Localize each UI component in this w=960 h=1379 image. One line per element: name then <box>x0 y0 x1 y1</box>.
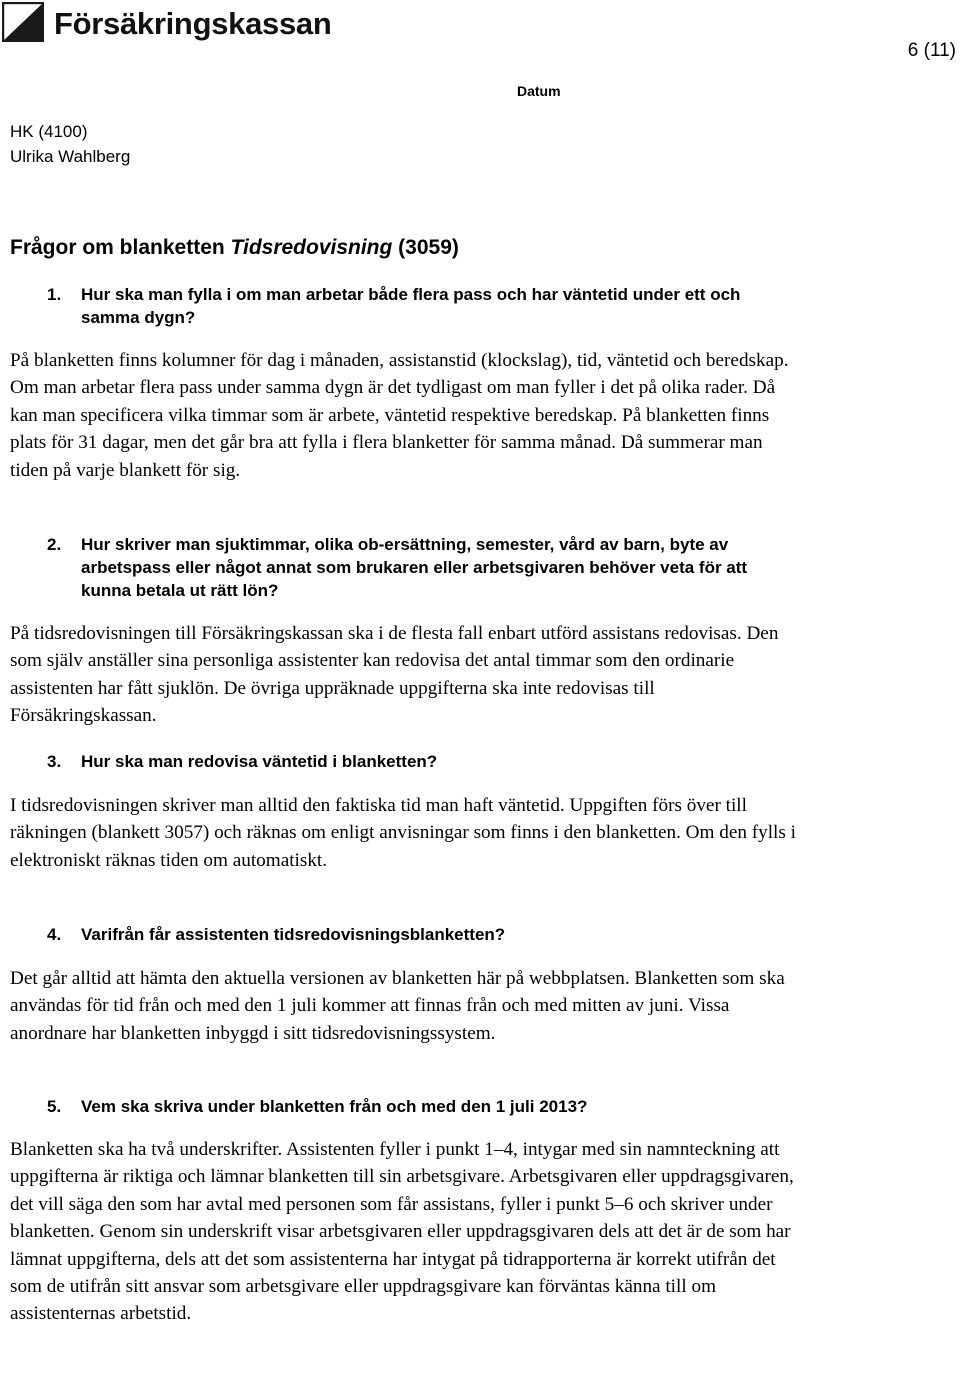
brand-wordmark: Försäkringskassan <box>54 6 332 41</box>
question-5 <box>47 1095 777 1118</box>
department: HK (4100) <box>10 122 88 141</box>
question-text: Hur ska man redovisa väntetid i blanketten? <box>81 752 438 771</box>
title-prefix: Frågor om blanketten <box>10 236 231 259</box>
brand-logo <box>2 2 382 46</box>
answer-3: I tidsredovisningen skriver man alltid den faktiska tid man haft väntetid. Uppgiften förs över till räkningen (blankett 3057) och räknas om enligt anvisningar som finns i den blanketten. Om den fylls i elektroniskt räknas tiden om automatiskt. <box>10 795 796 871</box>
question-3 <box>47 750 777 773</box>
date-label: Datum <box>517 83 561 99</box>
question-4 <box>47 923 777 946</box>
answer-2: På tidsredovisningen till Försäkringskassan ska i de flesta fall enbart utförd assistans redovisas. Den som själv anställer sina personliga assistenter kan redovisa det antal timmar som den ordinarie assistenten har fått sjuklön. De övriga uppräknade uppgifterna ska inte redovisas till Försäkringskassan. <box>10 623 779 727</box>
question-1 <box>47 283 777 329</box>
question-text: Varifrån får assistenten tidsredovisningsblanketten? <box>81 925 506 944</box>
page-number: 6 (11) <box>907 40 956 61</box>
answer-5: Blanketten ska ha två underskrifter. Assistenten fyller i punkt 1–4, intygar med sin namnteckning att uppgifterna är riktiga och lämnar blanketten till sin arbetsgivare. Arbetsgivaren eller uppdragsgivaren, det vill säga den som har avtal med personen som får assistans, fyller i punkt 5–6 och skriver under blanketten. Genom sin underskrift visar arbetsgivaren eller uppdragsgivaren dels att det är de som har lämnat uppgifterna, dels att det som assistenterna har intygat på tidrapporterna är korrekt utifrån det som de utifrån sitt ansvar som arbetsgivare eller uppdragsgivare kan förväntas känna till om assistenternas arbetstid. <box>10 1139 794 1325</box>
question-text: Vem ska skriva under blanketten från och med den 1 juli 2013? <box>81 1097 588 1116</box>
question-text: Hur skriver man sjuktimmar, olika ob-ersättning, semester, vård av barn, byte av arbetspass eller något annat som brukaren eller arbetsgivaren behöver veta för att kunna betala ut rätt lön? <box>81 535 748 600</box>
title-form-name: Tidsredovisning <box>230 236 393 259</box>
document-title <box>10 236 459 260</box>
brand-logo-icon <box>2 2 44 42</box>
question-number: 3. <box>47 752 62 771</box>
question-2 <box>47 533 777 602</box>
question-number: 2. <box>47 535 62 554</box>
question-number: 4. <box>47 925 62 944</box>
title-suffix: (3059) <box>392 236 459 259</box>
question-number: 1. <box>47 285 62 304</box>
author-name: Ulrika Wahlberg <box>10 147 131 166</box>
question-number: 5. <box>47 1097 62 1116</box>
question-text: Hur ska man fylla i om man arbetar både flera pass och har väntetid under ett och samma dygn? <box>81 285 741 327</box>
answer-1: På blanketten finns kolumner för dag i månaden, assistanstid (klockslag), tid, väntetid och beredskap. Om man arbetar flera pass under samma dygn är det tydligast om man fyller i det på olika rader. Då kan man specificera vilka timmar som är arbete, väntetid respektive beredskap. På blanketten finns plats för 31 dagar, men det går bra att fylla i flera blanketter för samma månad. Då summerar man tiden på varje blankett för sig. <box>10 350 789 481</box>
answer-4: Det går alltid att hämta den aktuella versionen av blanketten här på webbplatsen. Blanketten som ska användas för tid från och med den 1 juli kommer att finnas från och med mitten av juni. Vissa anordnare har blanketten inbyggd i sitt tidsredovisningssystem. <box>10 968 785 1044</box>
